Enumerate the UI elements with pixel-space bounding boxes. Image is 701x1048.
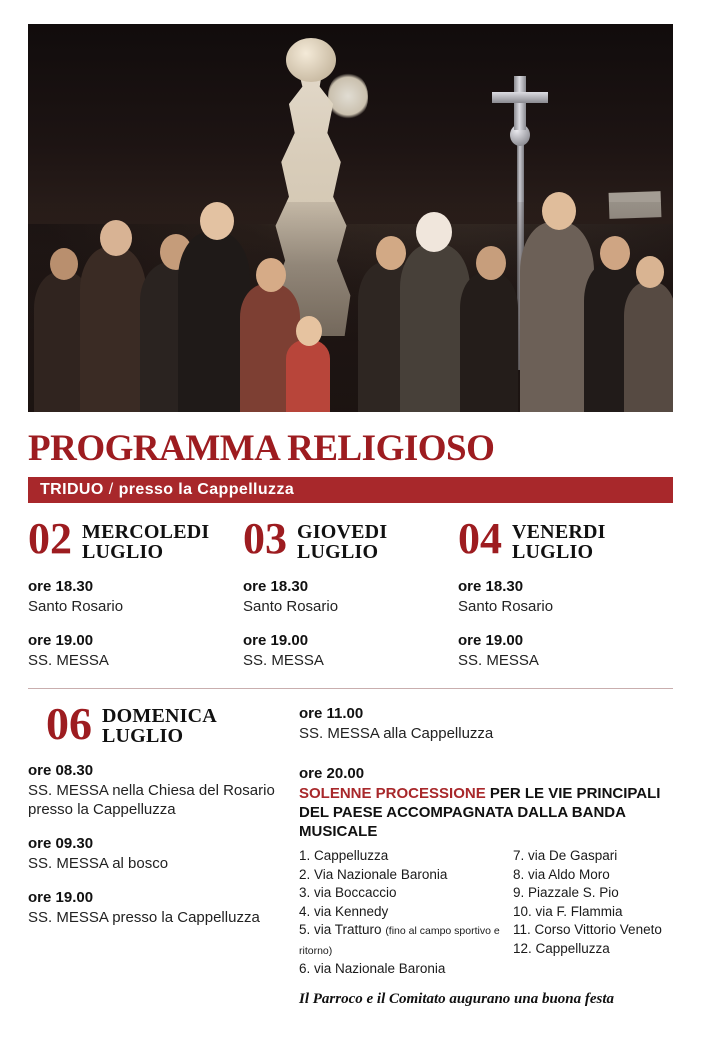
route-item: 11. Corso Vittorio Veneto [513,922,662,937]
event-item [28,632,229,670]
day-header [458,514,659,563]
event-item [243,632,444,670]
event-desc: SS. MESSA al bosco [28,855,169,872]
day-weekday: MERCOLEDI [82,521,210,543]
route-item: 9. Piazzale S. Pio [513,885,619,900]
route-item: 4. via Kennedy [299,903,389,919]
event-item [28,889,295,927]
event-item [28,835,295,873]
lily-flower-icon [328,72,368,120]
cross-icon-vertical [514,76,526,130]
event-time: ore 18.30 [243,578,309,595]
crowd-figure [80,247,146,412]
triduo-label: TRIDUO [40,481,104,498]
crowd-head [100,220,132,256]
procession-route-list [299,847,673,979]
procession-rest-line1: PER LE VIE PRINCIPALI [485,785,661,802]
route-column-1 [299,847,513,979]
route-column-2 [513,847,673,979]
crowd-figure [624,282,673,412]
photo-night-sky [28,24,673,224]
event-desc: SS. MESSA alla Cappelluzza [299,725,494,742]
procession-rest-line2: DEL PAESE ACCOMPAGNATA DALLA BANDA MUSICALE [299,804,626,840]
event-item [299,705,673,743]
day-header [243,514,444,563]
crowd-head [200,202,234,240]
event-desc: SS. MESSA [243,652,324,669]
event-time: ore 19.00 [28,889,94,906]
crowd-head [636,256,664,288]
day-column-02 [28,514,243,670]
triduo-separator: / [108,481,114,498]
statue-figure-icon [286,38,336,82]
day-month: LUGLIO [512,541,594,563]
route-item: 6. via Nazionale Baronia [299,961,446,976]
route-item: 1. Cappelluzza [299,848,389,863]
sunday-right-column [295,703,673,1008]
crowd-head [600,236,630,270]
day-column-03 [243,514,458,670]
event-desc: SS. MESSA nella Chiesa del Rosario presso la Cappelluzza [28,782,275,818]
day-number: 02 [28,514,72,563]
day-weekday: VENERDI [512,521,606,543]
section-divider [28,688,673,689]
crowd-figure-child [286,340,330,412]
event-desc: Santo Rosario [458,598,554,615]
event-item [28,578,229,616]
procession-time: ore 20.00 [299,765,365,782]
crowd-head [256,258,286,292]
day-weekday: GIOVEDI [297,521,388,543]
route-item-with-note [299,921,513,960]
procession-photo [28,24,673,412]
route-item: 3. via Boccaccio [299,885,397,900]
event-time: ore 08.30 [28,762,94,779]
crowd-head [50,248,78,280]
triduo-days [28,514,673,670]
closing-message: Il Parroco e il Comitato augurano una buona festa [299,990,615,1007]
event-desc: Santo Rosario [28,598,124,615]
event-desc: Santo Rosario [243,598,339,615]
procession-block [299,765,673,1008]
event-item [243,578,444,616]
day-number: 03 [243,514,287,563]
route-item: 2. Via Nazionale Baronia [299,866,448,882]
route-item: 12. Cappelluzza [513,940,610,956]
crowd-head [376,236,406,270]
route-item: 10. via F. Flammia [513,903,623,919]
crowd-figure [520,222,594,412]
day-month: LUGLIO [82,541,164,563]
event-desc: SS. MESSA presso la Cappelluzza [28,909,260,926]
route-item: 8. via Aldo Moro [513,866,610,882]
event-time: ore 19.00 [243,632,309,649]
event-time: ore 18.30 [458,578,524,595]
day-month: LUGLIO [102,725,184,747]
route-item: 7. via De Gaspari [513,848,618,863]
procession-highlight: SOLENNE PROCESSIONE [299,785,486,802]
sunday-header [28,698,295,749]
day-header [28,514,229,563]
sunday-section [28,698,673,1008]
event-desc: SS. MESSA [458,652,539,669]
event-time: ore 19.00 [458,632,524,649]
cross-icon-horizontal [492,92,548,103]
event-item [458,632,659,670]
crowd-figure [460,272,518,412]
crowd-head [296,316,322,346]
day-month: LUGLIO [297,541,379,563]
crowd-head [416,212,452,252]
crowd-head [476,246,506,280]
event-desc: SS. MESSA [28,652,109,669]
poster-page [0,24,701,1048]
event-item [458,578,659,616]
event-time: ore 19.00 [28,632,94,649]
procession-title [299,784,673,841]
triduo-bar [28,477,673,503]
day-weekday: DOMENICA [102,705,217,727]
event-item [28,762,295,819]
event-time: ore 11.00 [299,705,364,722]
event-time: ore 18.30 [28,578,94,595]
route-item: 5. via Tratturo [299,922,382,937]
crowd-layer [28,202,673,412]
route-note: (fino al campo sportivo e ritorno) [299,925,500,957]
photo-background [28,24,673,412]
day-column-04 [458,514,673,670]
sunday-left-column [28,698,295,1008]
event-time: ore 09.30 [28,835,94,852]
triduo-location: presso la Cappelluzza [118,481,295,498]
day-number: 04 [458,514,502,563]
day-number: 06 [46,698,92,749]
page-title: PROGRAMMA RELIGIOSO [28,428,495,469]
crowd-head [542,192,576,230]
